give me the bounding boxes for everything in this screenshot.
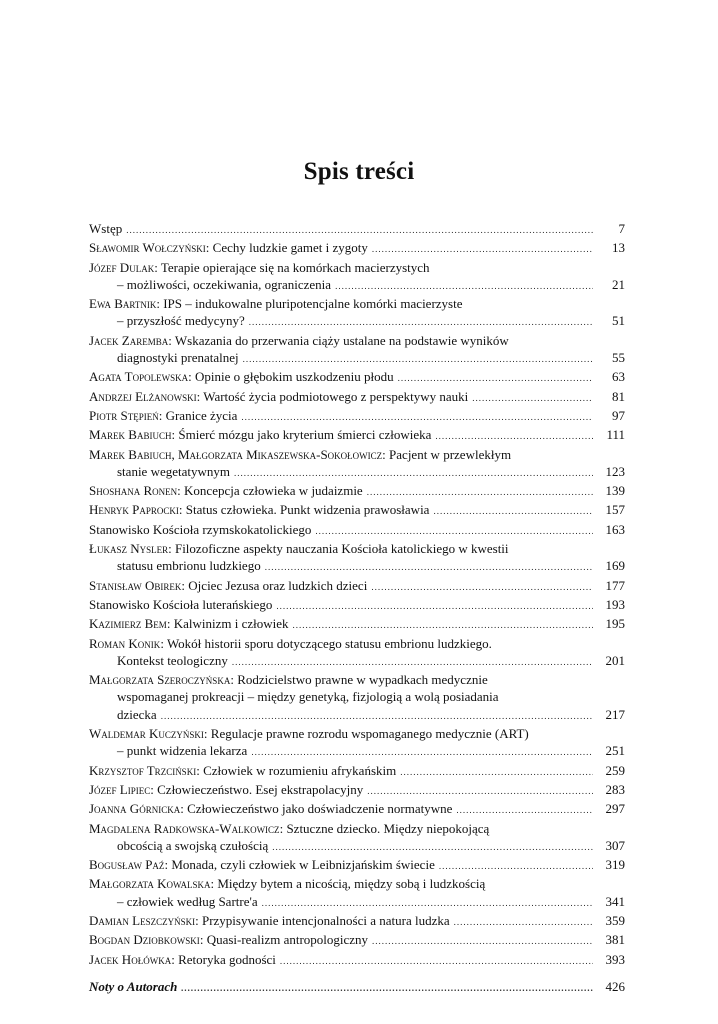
toc-title: Stanowisko Kościoła luterańskiego	[89, 596, 273, 612]
toc-title: Granice życia	[165, 407, 238, 423]
toc-entry-line	[89, 220, 625, 239]
toc-entry-text: Bogdan Dziobkowski: Quasi-realizm antropologiczny	[89, 932, 369, 948]
toc-title: wspomaganej prokreacji – między genetyką, fizjologią a wolą posiadania	[117, 689, 499, 705]
toc-title: – możliwości, oczekiwania, ograniczenia	[117, 276, 332, 292]
toc-entry-text: Krzysztof Trzciński: Człowiek w rozumieniu afrykańskim	[89, 762, 397, 778]
page-title: Spis treści	[303, 158, 415, 185]
page-number: 193	[605, 596, 625, 612]
dot-leader	[367, 783, 593, 800]
toc-title: IPS – indukowalne pluripotencjalne komórki macierzyste	[163, 296, 463, 312]
toc-entry-line	[89, 426, 625, 445]
toc-entry-text	[89, 521, 311, 538]
toc-entry-text	[117, 742, 247, 759]
toc-title: Opinie o głębokim uszkodzeniu płodu	[195, 369, 394, 385]
dot-leader	[371, 579, 593, 596]
toc-entry-text	[117, 276, 331, 293]
toc-title: Człowieczeństwo. Esej ekstrapolacyjny	[157, 781, 364, 797]
toc-entry[interactable]	[89, 635, 625, 672]
dot-leader	[251, 744, 593, 761]
toc-entry-line	[89, 332, 625, 349]
toc-title: Śmierć mózgu jako kryterium śmierci człowieka	[178, 427, 432, 443]
toc-entry[interactable]	[89, 332, 625, 369]
page-number: 55	[612, 350, 625, 366]
dot-leader	[315, 523, 593, 540]
toc-entry-line	[89, 781, 625, 800]
page-number: 251	[605, 743, 625, 759]
toc-entry-text: Piotr Stępień: Granice życia	[89, 407, 238, 423]
dot-leader	[433, 503, 593, 520]
toc-author: Sławomir Wołczyński	[89, 240, 206, 256]
toc-entry[interactable]	[89, 577, 625, 596]
page-number: 177	[605, 577, 625, 593]
toc-entry-line	[89, 762, 625, 781]
toc-entry-line	[89, 800, 625, 819]
dot-leader	[400, 764, 593, 781]
toc-entry-line	[89, 557, 625, 576]
page-number: 7	[618, 221, 625, 236]
toc-title: Terapie opierające się na komórkach macierzystych	[160, 259, 430, 275]
page-number: 81	[612, 388, 625, 404]
toc-entry-line	[89, 725, 625, 742]
dot-leader	[372, 933, 593, 950]
toc-entry[interactable]	[89, 521, 625, 540]
page-number: 217	[605, 706, 625, 722]
toc-entry-text: Sławomir Wołczyński: Cechy ludzkie gamet i zygoty	[89, 240, 368, 256]
toc-entry-text	[89, 220, 122, 237]
toc-entry-text: Jacek Zaremba: Wskazania do przerwania ciąży ustalane na podstawie wyników	[89, 332, 509, 348]
toc-entry[interactable]	[89, 426, 625, 445]
toc-title: Pacjent w przewlekłym	[389, 446, 512, 462]
toc-entry[interactable]	[89, 501, 625, 520]
toc-entry-text: Damian Leszczyński: Przypisywanie intencjonalności a natura ludzka	[89, 912, 450, 928]
toc-author: Łukasz Nysler	[89, 541, 169, 557]
toc-entry-line	[89, 931, 625, 950]
dot-leader	[272, 839, 593, 856]
toc-entry-text	[117, 652, 228, 669]
toc-entry-text	[117, 706, 157, 723]
toc-author: Małgorzata Szeroczyńska	[89, 672, 231, 688]
toc-title: Stanowisko Kościoła rzymskokatolickiego	[89, 521, 312, 537]
toc-entry-line	[89, 615, 625, 634]
toc-entry-text	[117, 312, 245, 329]
toc-entry-text: Marek Babiuch, Małgorzata Mikaszewska-Sokołowicz: Pacjent w przewlekłym	[89, 446, 512, 462]
dot-leader	[367, 484, 593, 501]
toc-author: Kazimierz Bem	[89, 616, 167, 632]
toc-entry-line	[89, 706, 625, 725]
toc-title: Koncepcja człowieka w judaizmie	[184, 483, 363, 499]
dot-leader	[280, 953, 593, 970]
toc-author: Ewa Bartnik	[89, 296, 157, 312]
dot-leader	[372, 241, 593, 258]
toc-entry-line	[89, 596, 625, 615]
toc-author: Piotr Stępień	[89, 407, 159, 423]
page-number: 341	[605, 893, 625, 909]
notes-label: Noty o Autorach	[89, 978, 178, 994]
toc-entry[interactable]	[89, 295, 625, 332]
page-number: 139	[605, 483, 625, 499]
toc-entry-line	[89, 837, 625, 856]
toc-entry[interactable]	[89, 482, 625, 501]
dot-leader	[262, 895, 593, 912]
dot-leader	[126, 222, 593, 239]
toc-entry-line	[89, 482, 625, 501]
toc-title: Filozoficzne aspekty nauczania Kościoła katolickiego w kwestii	[174, 541, 509, 557]
toc-entry[interactable]	[89, 781, 625, 800]
dot-leader	[293, 617, 594, 634]
toc-title: diagnostyki prenatalnej	[117, 350, 239, 366]
toc-title: – przyszłość medycyny?	[117, 313, 245, 329]
toc-entry[interactable]	[89, 725, 625, 762]
page-number: 123	[605, 463, 625, 479]
dot-leader	[435, 428, 593, 445]
toc-author: Henryk Paprocki	[89, 502, 179, 518]
toc-title: Wartość życia podmiotowego z perspektywy nauki	[203, 388, 469, 404]
toc-author: Bogdan Dziobkowski	[89, 932, 200, 948]
toc-entry-line	[89, 577, 625, 596]
toc-entry-text: Łukasz Nysler: Filozoficzne aspekty nauczania Kościoła katolickiego w kwestii	[89, 541, 509, 557]
toc-title: Między bytem a nicością, między sobą i ludzkością	[217, 876, 486, 892]
page-number: 13	[612, 240, 625, 256]
toc-entry-line	[89, 875, 625, 892]
toc-title: Wstęp	[89, 221, 123, 236]
toc-title: Wokół historii sporu dotyczącego statusu embrionu ludzkiego.	[166, 635, 492, 651]
toc-entry-line	[89, 349, 625, 368]
toc-author: Damian Leszczyński	[89, 912, 196, 928]
toc-title: Rodzicielstwo prawne w wypadkach medycznie	[237, 672, 488, 688]
toc-title: stanie wegetatywnym	[117, 463, 230, 479]
dot-leader	[232, 654, 593, 671]
dot-leader	[234, 465, 593, 482]
toc-title: Człowieczeństwo jako doświadczenie normatywne	[187, 801, 453, 817]
toc-entry[interactable]	[89, 875, 625, 912]
toc-title: Kalwinizm i człowiek	[173, 616, 289, 632]
toc-entry[interactable]	[89, 856, 625, 875]
toc-entry-line	[89, 463, 625, 482]
table-of-contents	[89, 220, 625, 997]
toc-entry[interactable]	[89, 596, 625, 615]
toc-author: Andrzej Elżanowski	[89, 388, 197, 404]
page-number: 381	[605, 932, 625, 948]
toc-entry-notes[interactable]	[89, 978, 625, 997]
toc-title: obcością a swojską czułością	[117, 837, 269, 853]
toc-title: Człowiek w rozumieniu afrykańskim	[203, 762, 397, 778]
toc-author: Jacek Zaremba	[89, 332, 169, 348]
page-number: 169	[605, 558, 625, 574]
toc-entry-line	[89, 239, 625, 258]
toc-entry[interactable]	[89, 446, 625, 483]
dot-leader	[161, 708, 593, 725]
dot-leader	[241, 409, 593, 426]
page-number: 393	[605, 951, 625, 967]
toc-author: Magdalena Radkowska-Walkowicz	[89, 820, 280, 836]
page-number: 201	[605, 652, 625, 668]
toc-title: Sztuczne dziecko. Między niepokojącą	[286, 820, 490, 836]
dot-leader	[276, 598, 593, 615]
toc-entry-line	[89, 540, 625, 557]
toc-title: – człowiek według Sartre'a	[117, 893, 258, 909]
toc-entry[interactable]	[89, 951, 625, 970]
dot-leader	[335, 278, 593, 295]
toc-entry-text: Joanna Górnicka: Człowieczeństwo jako doświadczenie normatywne	[89, 801, 453, 817]
toc-entry-line	[89, 635, 625, 652]
page-number: 163	[605, 521, 625, 537]
toc-entry-text: Magdalena Radkowska-Walkowicz: Sztuczne dziecko. Między niepokojącą	[89, 820, 490, 836]
toc-entry-line	[89, 652, 625, 671]
page-number: 297	[605, 801, 625, 817]
dot-leader	[265, 559, 593, 576]
page-number: 307	[605, 837, 625, 853]
toc-entry[interactable]	[89, 407, 625, 426]
toc-entry[interactable]	[89, 671, 625, 725]
toc-entry-line	[89, 912, 625, 931]
toc-entry-text: Waldemar Kuczyński: Regulacje prawne rozrodu wspomaganego medycznie (ART)	[89, 726, 529, 742]
page-number: 157	[605, 502, 625, 518]
page-number: 259	[605, 762, 625, 778]
toc-entry[interactable]	[89, 931, 625, 950]
toc-entry-text: Ewa Bartnik: IPS – indukowalne pluripotencjalne komórki macierzyste	[89, 296, 463, 312]
page-number: 63	[612, 369, 625, 385]
page-number: 195	[605, 616, 625, 632]
toc-entry-text: Marek Babiuch: Śmierć mózgu jako kryterium śmierci człowieka	[89, 427, 432, 443]
toc-entry-text: Józef Dulak: Terapie opierające się na komórkach macierzystych	[89, 259, 430, 275]
dot-leader	[249, 314, 593, 331]
toc-entry-text	[117, 557, 261, 574]
page-number: 21	[612, 276, 625, 292]
page-number: 426	[605, 978, 625, 994]
toc-entry-line	[89, 742, 625, 761]
toc-title: Kontekst teologiczny	[117, 652, 228, 668]
page-number: 283	[605, 781, 625, 797]
page-number: 359	[605, 912, 625, 928]
toc-entry-text: Agata Topolewska: Opinie o głębokim uszkodzeniu płodu	[89, 369, 394, 385]
toc-author: Józef Dulak	[89, 259, 155, 275]
toc-entry[interactable]	[89, 239, 625, 258]
toc-entry-text	[117, 688, 499, 705]
toc-title: Przypisywanie intencjonalności a natura ludzka	[201, 912, 450, 928]
toc-entry-line	[89, 820, 625, 837]
dot-leader	[439, 858, 593, 875]
toc-author: Józef Lipiec	[89, 781, 151, 797]
toc-title: statusu embrionu ludzkiego	[117, 558, 261, 574]
toc-entry-line	[89, 856, 625, 875]
toc-author: Joanna Górnicka	[89, 801, 181, 817]
toc-entry[interactable]	[89, 368, 625, 387]
toc-author: Agata Topolewska	[89, 369, 189, 385]
toc-author: Małgorzata Kowalska	[89, 876, 211, 892]
toc-title: Status człowieka. Punkt widzenia prawosławia	[185, 502, 430, 518]
page-number: 111	[606, 427, 625, 443]
toc-title: Quasi-realizm antropologiczny	[206, 932, 369, 948]
toc-title: Ojciec Jezusa oraz ludzkich dzieci	[188, 577, 368, 593]
toc-title: Cechy ludzkie gamet i zygoty	[212, 240, 368, 256]
toc-title: Regulacje prawne rozrodu wspomaganego medycznie (ART)	[210, 726, 529, 742]
toc-author: Krzysztof Trzciński	[89, 762, 197, 778]
toc-entry-text: Bogusław Paź: Monada, czyli człowiek w Leibnizjańskim świecie	[89, 857, 435, 873]
toc-entry-text: Jacek Hołówka: Retoryka godności	[89, 951, 276, 967]
toc-entry-text: Józef Lipiec: Człowieczeństwo. Esej ekstrapolacyjny	[89, 781, 364, 797]
toc-entry[interactable]	[89, 220, 625, 239]
toc-entry-line	[89, 446, 625, 463]
toc-entry-line	[89, 407, 625, 426]
toc-title: Retoryka godności	[178, 951, 276, 967]
toc-entry-text: Małgorzata Kowalska: Między bytem a nicością, między sobą i ludzkością	[89, 876, 486, 892]
toc-entry[interactable]	[89, 820, 625, 857]
dot-leader	[398, 370, 593, 387]
toc-entry-line	[89, 276, 625, 295]
toc-entry-text: Kazimierz Bem: Kalwinizm i człowiek	[89, 616, 289, 632]
toc-entry-text: Shoshana Ronen: Koncepcja człowieka w judaizmie	[89, 483, 363, 499]
dot-leader	[456, 802, 593, 819]
toc-entry-line	[89, 259, 625, 276]
dot-leader	[454, 914, 593, 931]
toc-entry[interactable]	[89, 762, 625, 781]
toc-entry-text	[117, 837, 268, 854]
toc-author: Marek Babiuch	[89, 427, 172, 443]
toc-author: Jacek Hołówka	[89, 951, 172, 967]
toc-entry-line	[89, 388, 625, 407]
toc-entry[interactable]	[89, 615, 625, 634]
toc-entry-line	[89, 671, 625, 688]
toc-entry-text	[117, 893, 258, 910]
toc-entry-text: Roman Konik: Wokół historii sporu dotyczącego statusu embrionu ludzkiego.	[89, 635, 492, 651]
toc-entry-line	[89, 312, 625, 331]
toc-entry-text	[89, 596, 272, 613]
toc-author: Roman Konik	[89, 635, 161, 651]
toc-entry-line	[89, 521, 625, 540]
toc-title: dziecka	[117, 706, 157, 722]
dot-leader	[243, 351, 593, 368]
toc-entry[interactable]	[89, 388, 625, 407]
toc-entry[interactable]	[89, 540, 625, 577]
dot-leader	[472, 390, 593, 407]
page-number: 319	[605, 857, 625, 873]
toc-entry-line	[89, 368, 625, 387]
dot-leader	[181, 980, 593, 997]
toc-entry-text	[117, 349, 239, 366]
toc-entry-line	[89, 978, 625, 997]
toc-author: Bogusław Paź	[89, 857, 165, 873]
toc-entry-line	[89, 893, 625, 912]
toc-author: Shoshana Ronen	[89, 483, 178, 499]
toc-entry[interactable]	[89, 912, 625, 931]
page-number: 97	[612, 407, 625, 423]
toc-entry-text: Henryk Paprocki: Status człowieka. Punkt widzenia prawosławia	[89, 502, 430, 518]
page-number: 51	[612, 313, 625, 329]
toc-entry-text: Andrzej Elżanowski: Wartość życia podmiotowego z perspektywy nauki	[89, 388, 469, 404]
toc-entry[interactable]	[89, 259, 625, 296]
toc-author: Stanisław Obirek	[89, 577, 182, 593]
toc-title: – punkt widzenia lekarza	[117, 743, 248, 759]
toc-entry-text: Małgorzata Szeroczyńska: Rodzicielstwo prawne w wypadkach medycznie	[89, 672, 488, 688]
toc-entry-text: Stanisław Obirek: Ojciec Jezusa oraz ludzkich dzieci	[89, 577, 368, 593]
toc-entry-text	[117, 463, 230, 480]
toc-entry-line	[89, 295, 625, 312]
toc-entry-line	[89, 951, 625, 970]
toc-entry-line	[89, 688, 625, 705]
toc-title: Wskazania do przerwania ciąży ustalane na podstawie wyników	[174, 332, 509, 348]
toc-author: Waldemar Kuczyński	[89, 726, 204, 742]
toc-entry[interactable]	[89, 800, 625, 819]
toc-title: Monada, czyli człowiek w Leibnizjańskim świecie	[171, 857, 435, 873]
toc-author: Marek Babiuch, Małgorzata Mikaszewska-Sokołowicz	[89, 446, 383, 462]
toc-entry-line	[89, 501, 625, 520]
